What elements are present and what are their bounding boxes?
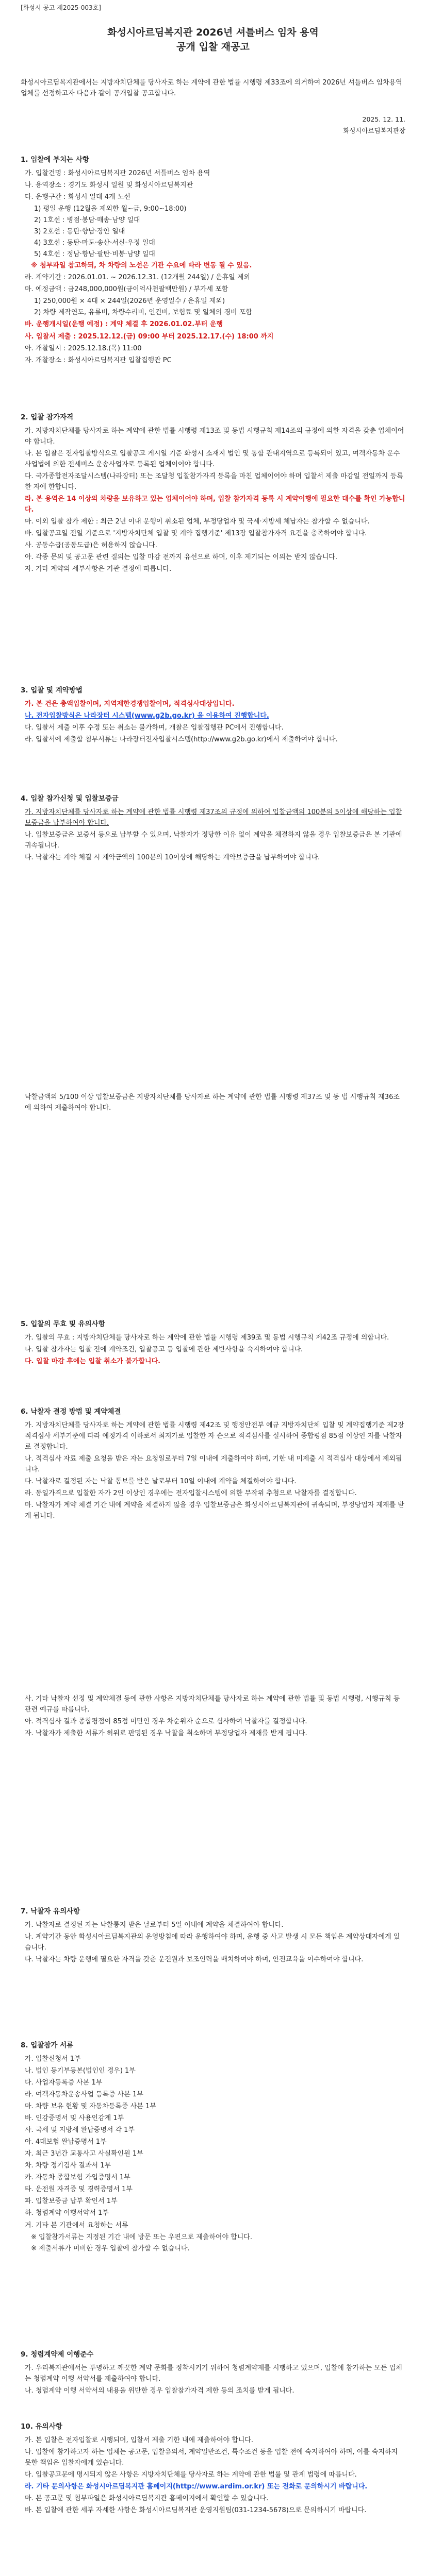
list-item: 라. 본 용역은 14 이상의 차량을 보유하고 있는 업체이어야 하며, 입찰 참가자격 등록 시 계약이행에 필요한 대수를 확인 가능합니다. [25, 495, 405, 514]
list-item: 가. 지방자치단체를 당사자로 하는 계약에 관한 법률 시행령 제37조의 규정에 의하여 입찰금액의 100분의 5이상에 해당하는 입찰보증금을 납부하여야 합니다. [25, 808, 402, 827]
section-documents [21, 2040, 405, 2255]
list-item: 라. 여객자동차운송사업 등록증 사본 1부 [25, 2091, 143, 2098]
route-note: ※ 첨부파일 참고하되, 차 차량의 노선은 기관 수요에 따라 변동 될 수 있음. [31, 262, 252, 270]
list-item: 라. 동일가격으로 입찰한 자가 2인 이상인 경우에는 전자입찰시스템에 의한 무작위 추첨으로 낙찰자를 결정합니다. [25, 1489, 357, 1498]
list-item: 다. 국가종합전자조달시스템(나라장터) 또는 조달청 입찰참가자격 등록을 마친 업체이어야 하며 입찰서 제출 마감일 전일까지 등록한 자에 한합니다. [25, 472, 403, 492]
list-item: 거. 기타 본 기관에서 요청하는 서류 [25, 2221, 128, 2229]
list-item: 라. 입찰서에 제출할 첨부서류는 나라장터전자입찰시스템(http://www.g2b.go.kr)에서 제출하여야 합니다. [25, 736, 338, 743]
section-award [21, 1406, 405, 1740]
blank-space [21, 1522, 405, 1692]
list-item: 가. 지방자치단체를 당사자로 하는 계약에 관한 법률 시행령 제13조 및 동법 시행규칙 제14조의 규정에 의한 자격을 갖춘 업체이어야 합니다. [25, 427, 404, 446]
page-title-line1: 화성시아르딤복지관 2026년 셔틀버스 임차 용역 [107, 27, 319, 38]
section-title: 9. 청렴계약제 이행준수 [21, 2350, 94, 2359]
list-item: 다. 낙찰자는 차량 운행에 필요한 자격을 갖춘 운전원과 보조인력을 배치하여야 하며, 안전교육을 이수하여야 합니다. [25, 1956, 364, 1963]
list-item: 마. 차량 보유 현황 및 자동차등록증 사본 1부 [25, 2103, 156, 2111]
list-item: 자. 개찰장소 : 화성시아르딤복지관 입찰집행관 PC [25, 356, 172, 364]
list-item: 나. 입찰 참가자는 입찰 전에 계약조건, 입찰공고 등 입찰에 관한 제반사항을 숙지하여야 합니다. [25, 1345, 303, 1353]
list-item: 사. 입찰서 제출 : 2025.12.12.(금) 09:00 부터 2025.12.17.(수) 18:00 까지 [25, 332, 274, 341]
list-item: 낙찰금액의 5/100 이상 입찰보증금은 지방자치단체를 당사자로 하는 계약에 관한 법률 시행령 제37조 및 동 법 시행규칙 제36조에 의하여 제출하여야 합니다. [25, 1093, 400, 1112]
list-item: 나. 법인 등기부등본(법인인 경우) 1부 [25, 2066, 136, 2075]
section-bid-method [21, 685, 405, 746]
section-bid-items [21, 155, 405, 367]
list-item: 가. 지방자치단체를 당사자로 하는 계약에 관한 법률 시행령 제42조 및 행정안전부 예규 지방자치단체 입찰 및 계약집행기준 제2장 적격심사 세부기준에 따라 예정가격 이하로서 최저가로 입찰한 자 순으로 적격심사를 실시하여 종합평점 85점 이상인 자를 낙찰자로 결정합니다. [25, 1421, 404, 1451]
list-item: 타. 운전원 자격증 및 경력증명서 1부 [25, 2185, 133, 2194]
list-item: 가. 본 입찰은 전자입찰로 시행되며, 입찰서 제출 기한 내에 제출하여야 합니다. [25, 2436, 254, 2444]
list-item: 가. 본 건은 총액입찰이며, 지역제한경쟁입찰이며, 적격심사대상입니다. [25, 700, 235, 708]
list-item: 4) 3호선 : 동탄·마도·송산·서신·우정 일대 [34, 239, 155, 247]
list-item: 가. 입찰건명 : 화성시아르딤복지관 2026년 셔틀버스 임차 용역 [25, 169, 210, 177]
section-eligibility [21, 412, 405, 575]
list-item: 아. 4대보험 완납증명서 1부 [25, 2138, 107, 2146]
list-note: ※ 입찰참가서류는 지정된 기간 내에 방문 또는 우편으로 제출하여야 합니다. [31, 2233, 252, 2241]
issuing-org: 화성시아르딤복지관장 [343, 127, 405, 134]
list-item: 나. 적격심사 자료 제출 요청을 받은 자는 요청일로부터 7일 이내에 제출하여야 하며, 기한 내 미제출 시 적격심사 대상에서 제외됩니다. [25, 1455, 402, 1474]
list-item: 자. 최근 3년간 교통사고 사실확인원 1부 [25, 2150, 143, 2158]
list-item: 카. 자동차 종합보험 가입증명서 1부 [25, 2174, 130, 2182]
list-item: 2) 1호선 : 병점·봉담·매송·남양 일대 [34, 216, 140, 225]
list-item: 가. 입찰의 무효 : 지방자치단체를 당사자로 하는 계약에 관한 법률 시행령 제39조 및 동법 시행규칙 제42조 규정에 의합니다. [25, 1333, 389, 1342]
list-item: 마. 예정금액 : 금248,000,000원(금이억사천팔백만원) / 부가세 포함 [25, 285, 228, 294]
list-item: 나. 본 입찰은 전자입찰방식으로 입찰공고 게시일 기준 화성시 소재지 법인 및 통합 관내지역으로 등록되어 있고, 여객자동차 운수사업법에 의한 전세버스 운송사업자로 등록된 업체이어야 합니다. [25, 449, 400, 468]
title-block [21, 26, 405, 54]
list-item: 마. 이외 입찰 참가 제한 : 최근 2년 이내 운행이 취소된 업체, 부정당업자 및 국세·지방세 체납자는 참가할 수 없습니다. [25, 518, 370, 526]
list-note: ※ 제출서류가 미비한 경우 입찰에 참가할 수 없습니다. [31, 2244, 190, 2252]
list-item: 파. 입찰보증금 납부 확인서 1부 [25, 2197, 118, 2206]
section-title: 7. 낙찰자 유의사항 [21, 1907, 80, 1916]
list-item: 다. 사업자등록증 사본 1부 [25, 2078, 103, 2087]
list-item: 다. 입찰 마감 후에는 입찰 취소가 불가합니다. [25, 1357, 161, 1365]
list-item: 1) 평일 운행 (12월을 제외한 월~금, 9:00~18:00) [34, 205, 187, 213]
list-item: 바. 운행개시일(운행 예정) : 계약 체결 후 2026.01.02.부터 운행 [25, 320, 223, 329]
list-item: 나. 계약기간 동안 화성시아르딤복지관의 운영방침에 따라 운행하여야 하며, 운행 중 사고 발생 시 모든 책임은 계약상대자에게 있습니다. [25, 1933, 400, 1952]
list-item: 사. 국세 및 지방세 완납증명서 각 1부 [25, 2126, 135, 2134]
list-item: 나. 용역장소 : 경기도 화성시 일원 및 화성시아르딤복지관 [25, 181, 193, 189]
list-item: 다. 낙찰자는 계약 체결 시 계약금액의 100분의 10이상에 해당하는 계약보증금을 납부하여야 합니다. [25, 854, 320, 862]
section-bid-deposit [21, 793, 405, 1114]
list-item: 5) 4호선 : 정남·향남·팔탄·비봉·남양 일대 [34, 250, 155, 259]
list-item: 나. 청렴계약 이행 서약서의 내용을 위반한 경우 입찰참가자격 제한 등의 조치를 받게 됩니다. [25, 2386, 294, 2395]
list-item: 다. 운행구간 : 화성시 일대 4개 노선 [25, 193, 130, 201]
list-item: 마. 낙찰자가 계약 체결 기간 내에 계약을 체결하지 않을 경우 입찰보증금은 화성시아르딤복지관에 귀속되며, 부정당업자 제재를 받게 됩니다. [25, 1501, 404, 1520]
list-item: 바. 입찰공고일 전일 기준으로 '지방자치단체 입찰 및 계약 집행기준' 제13장 입찰참가자격 요건을 충족하여야 합니다. [25, 530, 367, 538]
list-item: 바. 본 입찰에 관한 세부 자세한 사항은 화성시아르딤복지관 운영지원팀(031-1234-5678)으로 문의하시기 바랍니다. [25, 2506, 367, 2515]
section-title: 1. 입찰에 부치는 사항 [21, 156, 89, 164]
list-item: 2) 차량 제작연도, 유류비, 차량수리비, 인건비, 보험료 및 일체의 경비 포함 [34, 309, 252, 317]
list-item: 자. 기타 계약의 세부사항은 기관 결정에 따릅니다. [25, 565, 172, 573]
section-title: 4. 입찰 참가신청 및 입찰보증금 [21, 794, 119, 803]
list-item: 마. 본 공고문 및 첨부파일은 화성시아르딤복지관 홈페이지에서 확인할 수 있습니다. [25, 2495, 269, 2503]
list-item: 사. 기타 낙찰자 선정 및 계약체결 등에 관한 사항은 지방자치단체를 당사자로 하는 계약에 관한 법률 및 동법 시행령, 시행규칙 등 관련 예규를 따릅니다. [25, 1695, 400, 1714]
list-item: 차. 차량 정기검사 결과서 1부 [25, 2162, 111, 2170]
list-item[interactable]: 라. 기타 문의사항은 화성시아르딤복지관 홈페이지(http://www.ardim.or.kr) 또는 전화로 문의하시기 바랍니다. [25, 2483, 368, 2491]
list-item: 가. 낙찰자로 결정된 자는 낙찰통지 받은 날로부터 5일 이내에 계약을 체결하여야 합니다. [25, 1921, 284, 1929]
notice-date: 2025. 12. 11. [362, 115, 405, 123]
section-title: 3. 입찰 및 계약방법 [21, 686, 83, 694]
section-title: 6. 낙찰자 결정 방법 및 계약체결 [21, 1408, 121, 1416]
section-invalid-bids [21, 1319, 405, 1368]
list-item: 라. 계약기간 : 2026.01.01. ~ 2026.12.31. (12개월 244일) / 운휴일 제외 [25, 274, 250, 282]
list-item: 가. 우리복지관에서는 투명하고 깨끗한 계약 문화를 정착시키기 위하여 청렴계약제를 시행하고 있으며, 입찰에 참가하는 모든 업체는 청렴계약 이행 서약서를 제출하여야 합니다. [25, 2364, 402, 2383]
list-item: 1) 250,000원 × 4대 × 244일(2026년 운영일수 / 운휴일 제외) [34, 297, 225, 306]
list-item: 사. 공동수급(공동도급)은 허용하지 않습니다. [25, 541, 157, 550]
list-item: 하. 청렴계약 이행서약서 1부 [25, 2209, 109, 2217]
list-item: 가. 입찰신청서 1부 [25, 2055, 81, 2063]
list-item: 3) 2호선 : 동탄·향남·장안 일대 [34, 228, 125, 236]
blank-space [21, 864, 405, 1091]
page-title-line2: 공개 입찰 재공고 [176, 41, 250, 53]
list-item: 아. 개찰일시 : 2025.12.18.(목) 11:00 [25, 344, 142, 352]
list-item: 아. 각종 문의 및 공고문 관련 질의는 입찰 마감 전까지 유선으로 하며, 이후 제기되는 이의는 받지 않습니다. [25, 553, 337, 562]
list-item: 자. 낙찰자가 제출한 서류가 허위로 판명된 경우 낙찰을 취소하며 부정당업자 제재를 받게 됩니다. [25, 1730, 307, 1738]
section-notes [21, 2421, 405, 2517]
notice-number: [화성시 공고 제2025-003호] [21, 4, 101, 11]
list-item: 나. 입찰보증금은 보증서 등으로 납부할 수 있으며, 낙찰자가 정당한 이유 없이 계약을 체결하지 않을 경우 입찰보증금은 본 기관에 귀속됩니다. [25, 831, 402, 850]
list-item[interactable]: 나. 전자입찰방식은 나라장터 시스템(www.g2b.go.kr) 을 이용하여 진행합니다. [25, 711, 269, 720]
list-item: 바. 인감증명서 및 사용인감계 1부 [25, 2114, 124, 2123]
section-awardee-notes [21, 1906, 405, 1966]
list-item: 다. 낙찰자로 결정된 자는 낙찰 통보를 받은 날로부터 10일 이내에 계약을 체결하여야 합니다. [25, 1478, 297, 1486]
section-title: 10. 유의사항 [21, 2422, 62, 2431]
list-item: 다. 입찰서 제출 이후 수정 또는 취소는 불가하며, 개찰은 입찰집행관 PC에서 진행합니다. [25, 723, 284, 732]
section-title: 5. 입찰의 무효 및 유의사항 [21, 1320, 105, 1328]
section-title: 2. 입찰 참가자격 [21, 413, 74, 421]
list-item: 다. 입찰공고문에 명시되지 않은 사항은 지방자치단체를 당사자로 하는 계약에 관한 법률 및 관계 법령에 따릅니다. [25, 2471, 357, 2479]
intro-paragraph: 화성시아르딤복지관에서는 지방자치단체를 당사자로 하는 계약에 관한 법률 시행령 제33조에 의거하여 2026년 셔틀버스 임차용역 업체를 선정하고자 다음과 같이 공개입찰 공고합니다. [21, 79, 402, 98]
list-item: 아. 적격심사 결과 종합평점이 85점 미만인 경우 차순위자 순으로 심사하여 낙찰자를 결정합니다. [25, 1718, 307, 1726]
section-title: 8. 입찰참가 서류 [21, 2041, 74, 2049]
list-item: 나. 입찰에 참가하고자 하는 업체는 공고문, 입찰유의서, 계약일반조건, 특수조건 등을 입찰 전에 숙지하여야 하며, 이를 숙지하지 못한 책임은 입찰자에게 있습니다. [25, 2448, 398, 2467]
section-integrity [21, 2349, 405, 2397]
